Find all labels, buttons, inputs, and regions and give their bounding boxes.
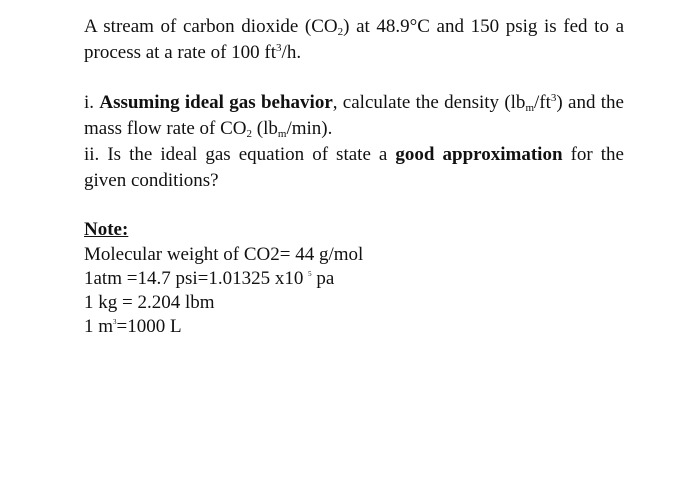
exponent-superscript: 5 — [308, 270, 312, 278]
note-molecular-weight: Molecular weight of CO2= 44 g/mol — [84, 244, 364, 265]
note-heading: Note: — [84, 219, 129, 240]
question-ii — [84, 142, 624, 194]
question-i-label: i. — [84, 92, 100, 113]
lbm-subscript: m — [525, 102, 534, 114]
ft3-superscript: 3 — [550, 92, 557, 104]
m3-part-b: =1000 L — [116, 316, 182, 337]
m3-superscript: 3 — [113, 318, 117, 326]
note-atm-conversion — [84, 267, 624, 291]
question-ii-part-a: ii. Is the ideal gas equation of state a — [84, 144, 396, 165]
question-i-part-e: /min). — [286, 118, 333, 139]
question-i-part-a: , calculate the density (lb — [332, 92, 526, 113]
co2-subscript: 2 — [246, 128, 253, 140]
question-i-part-d: (lb — [252, 118, 278, 139]
statement-part-a: A stream of carbon dioxide (CO — [84, 16, 338, 37]
question-i-part-c: ) and the mass flow rate of CO — [84, 92, 624, 139]
question-ii-part-b: for the given conditions? — [84, 144, 624, 191]
lbm-subscript: m — [277, 128, 287, 140]
problem-statement — [84, 14, 624, 66]
atm-part-b: pa — [311, 268, 335, 289]
problem-document — [84, 14, 624, 339]
co2-subscript: 2 — [337, 26, 344, 38]
atm-part-a: 1atm =14.7 psi=1.01325 x10 — [84, 268, 309, 289]
question-i-bold: Assuming ideal gas behavior — [99, 92, 333, 113]
question-i — [84, 90, 624, 142]
note-kg-conversion: 1 kg = 2.204 lbm — [84, 292, 215, 313]
m3-part-a: 1 m — [84, 316, 114, 337]
ft3-superscript: 3 — [276, 42, 282, 54]
question-i-part-b: /ft — [534, 92, 551, 113]
note-m3-conversion — [84, 315, 624, 339]
statement-part-b: ) at 48.9°C and 150 psig is fed to a process at a rate of 100 ft — [84, 16, 624, 63]
question-ii-bold: good approximation — [395, 144, 563, 165]
statement-part-c: /h. — [281, 42, 302, 63]
